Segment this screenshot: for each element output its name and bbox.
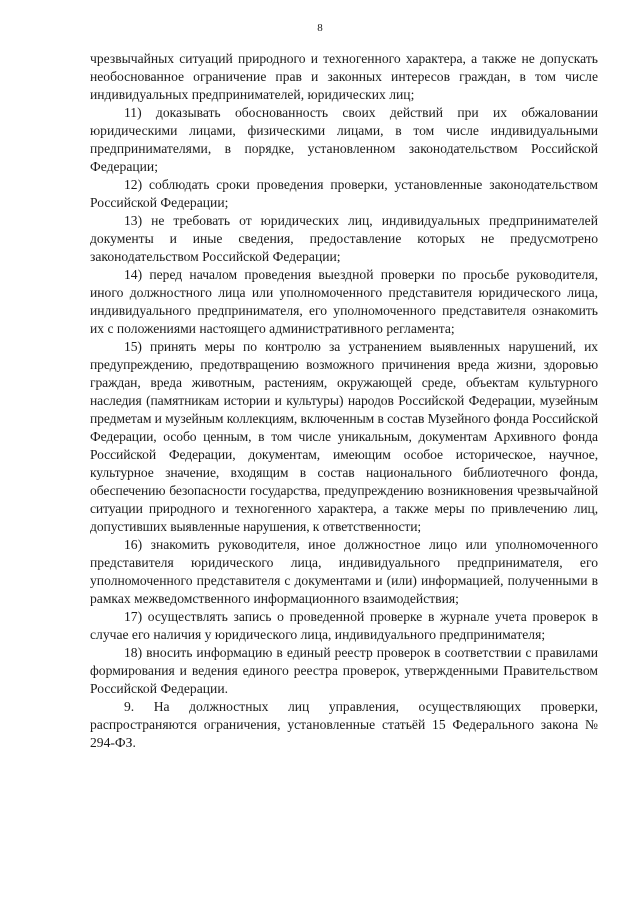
paragraph-item-17: 17) осуществлять запись о проведенной проверке в журнале учета проверок в случае его наличия у юридического лица, индивидуального предпринимателя;: [90, 609, 598, 642]
paragraph-item-12: 12) соблюдать сроки проведения проверки, установленные законодательством Российской Федерации;: [90, 177, 598, 210]
paragraph-item-16: 16) знакомить руководителя, иное должностное лицо или уполномоченного представителя юридического лица, индивидуального предпринимателя, его уполномоченного представителя с документами и (или) информацией, полученными в рамках межведомственного информационного взаимодействия;: [90, 537, 598, 606]
page-number: 8: [317, 22, 323, 34]
document-body: [90, 50, 598, 752]
paragraph-continuation: чрезвычайных ситуаций природного и техногенного характера, а также не допускать необоснованное ограничение прав и законных интересов граждан, в том числе индивидуальных предпринимателей, юридических лиц;: [90, 51, 598, 102]
paragraph-item-15: 15) принять меры по контролю за устранением выявленных нарушений, их предупреждению, предотвращению возможного причинения вреда жизни, здоровью граждан, вреда животным, растениям, окружающей среде, объектам культурного наследия (памятникам истории и культуры) народов Российской Федерации, музейным предметам и музейным коллекциям, включенным в состав Музейного фонда Российской Федерации, особо ценным, в том числе уникальным, документам Архивного фонда Российской Федерации, документам, имеющим особое историческое, научное, культурное значение, входящим в состав национального библиотечного фонда, обеспечению безопасности государства, предупреждению возникновения чрезвычайной ситуации природного и техногенного характера, а также меры по привлечению лиц, допустивших выявленные нарушения, к ответственности;: [90, 339, 598, 534]
paragraph-item-18: 18) вносить информацию в единый реестр проверок в соответствии с правилами формирования и ведения единого реестра проверок, утвержденными Правительством Российской Федерации.: [90, 645, 598, 696]
paragraph-item-13: 13) не требовать от юридических лиц, индивидуальных предпринимателей документы и иные сведения, предоставление которых не предусмотрено законодательством Российской Федерации;: [90, 213, 598, 264]
paragraph-clause-9: 9. На должностных лиц управления, осуществляющих проверки, распространяются ограничения, установленные статьёй 15 Федерального закона № 294-ФЗ.: [90, 699, 598, 750]
paragraph-item-11: 11) доказывать обоснованность своих действий при их обжаловании юридическими лицами, физическими лицами, в том числе индивидуальными предпринимателями, в порядке, установленном законодательством Российской Федерации;: [90, 105, 598, 174]
paragraph-item-14: 14) перед началом проведения выездной проверки по просьбе руководителя, иного должностного лица или уполномоченного представителя юридического лица, индивидуального предпринимателя, его уполномоченного представителя ознакомить их с положениями настоящего административного регламента;: [90, 267, 598, 336]
